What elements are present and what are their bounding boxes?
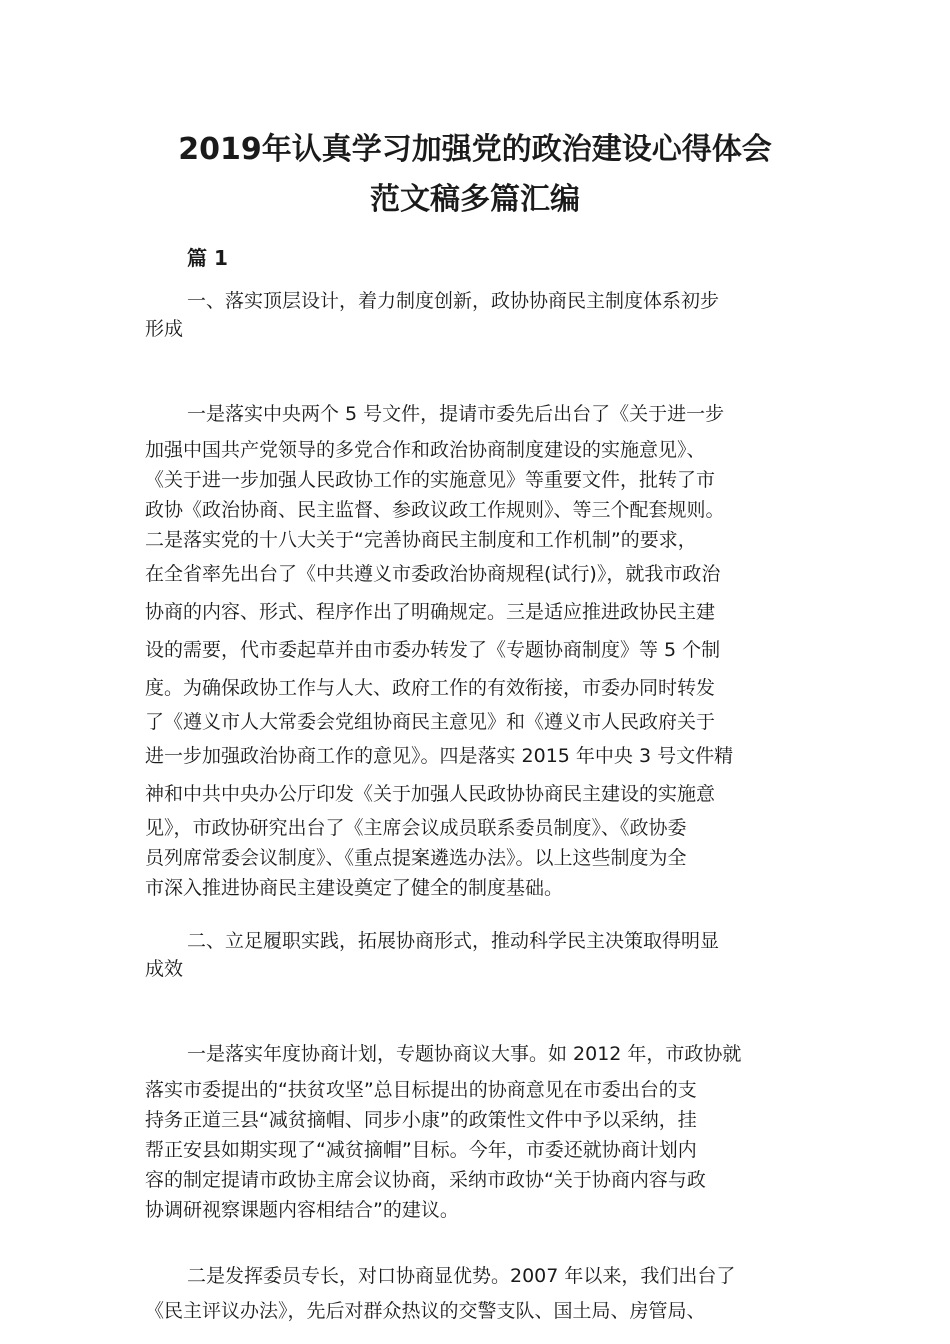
heading-1-line: 一、落实顶层设计，着力制度创新，政协协商民主制度体系初步 xyxy=(187,290,720,312)
body-line: 设的需要，代市委起草并由市委办转发了《专题协商制度》等 5 个制 xyxy=(145,639,721,661)
body-line: 进一步加强政治协商工作的意见》。四是落实 2015 年中央 3 号文件精 xyxy=(145,745,734,767)
body-paragraph-1 xyxy=(145,393,805,903)
body-line: 政协《政治协商、民主监督、参政议政工作规则》、等三个配套规则。 xyxy=(145,499,725,521)
body-line: 协调研视察课题内容相结合”的建议。 xyxy=(145,1199,459,1221)
body-line: 员列席常委会议制度》、《重点提案遴选办法》。以上这些制度为全 xyxy=(145,847,687,869)
body-line: 加强中国共产党领导的多党合作和政治协商制度建设的实施意见》、 xyxy=(145,439,706,461)
heading-2-line: 成效 xyxy=(145,958,184,980)
title-line-2: 范文稿多篇汇编 xyxy=(370,182,580,217)
heading-2 xyxy=(145,927,805,983)
body-line: 市深入推进协商民主建设奠定了健全的制度基础。 xyxy=(145,877,564,899)
body-line: 在全省率先出台了《中共遵义市委政治协商规程(试行)》，就我市政治 xyxy=(145,563,721,585)
body-line: 二是落实党的十八大关于“完善协商民主制度和工作机制”的要求， xyxy=(145,529,697,551)
body-line: 落实市委提出的“扶贫攻坚”总目标提出的协商意见在市委出台的支 xyxy=(145,1079,697,1101)
body-line: 持务正道三县“减贫摘帽、同步小康”的政策性文件中予以采纳，挂 xyxy=(145,1109,697,1131)
heading-1 xyxy=(145,287,805,343)
body-paragraph-2 xyxy=(145,1033,805,1225)
title-line-1: 2019年认真学习加强党的政治建设心得体会 xyxy=(178,132,772,167)
heading-1-line: 形成 xyxy=(145,318,184,340)
heading-2-line: 二、立足履职实践，拓展协商形式，推动科学民主决策取得明显 xyxy=(187,930,720,952)
body-paragraph-3 xyxy=(145,1257,805,1327)
body-line: 一是落实中央两个 5 号文件，提请市委先后出台了《关于进一步 xyxy=(187,403,725,425)
body-line: 了《遵义市人大常委会党组协商民主意见》和《遵义市人民政府关于 xyxy=(145,711,716,733)
body-line: 帮正安县如期实现了“减贫摘帽”目标。今年，市委还就协商计划内 xyxy=(145,1139,697,1161)
body-line: 二是发挥委员专长，对口协商显优势。2007 年以来，我们出台了 xyxy=(187,1265,736,1287)
body-line: 协商的内容、形式、程序作出了明确规定。三是适应推进政协民主建 xyxy=(145,601,716,623)
body-line: 《关于进一步加强人民政协工作的实施意见》等重要文件，批转了市 xyxy=(145,469,716,491)
body-line: 神和中共中央办公厅印发《关于加强人民政协协商民主建设的实施意 xyxy=(145,783,716,805)
body-line: 容的制定提请市政协主席会议协商，采纳市政协“关于协商内容与政 xyxy=(145,1169,706,1191)
body-line: 见》，市政协研究出台了《主席会议成员联系委员制度》、《政协委 xyxy=(145,817,687,839)
document-page xyxy=(145,125,805,1327)
document-title xyxy=(145,125,805,225)
body-line: 一是落实年度协商计划，专题协商议大事。如 2012 年，市政协就 xyxy=(187,1043,742,1065)
body-line: 《民主评议办法》，先后对群众热议的交警支队、国土局、房管局、 xyxy=(145,1300,706,1322)
body-line: 度。为确保政协工作与人大、政府工作的有效衔接，市委办同时转发 xyxy=(145,677,716,699)
section-label: 篇 1 xyxy=(187,246,228,270)
